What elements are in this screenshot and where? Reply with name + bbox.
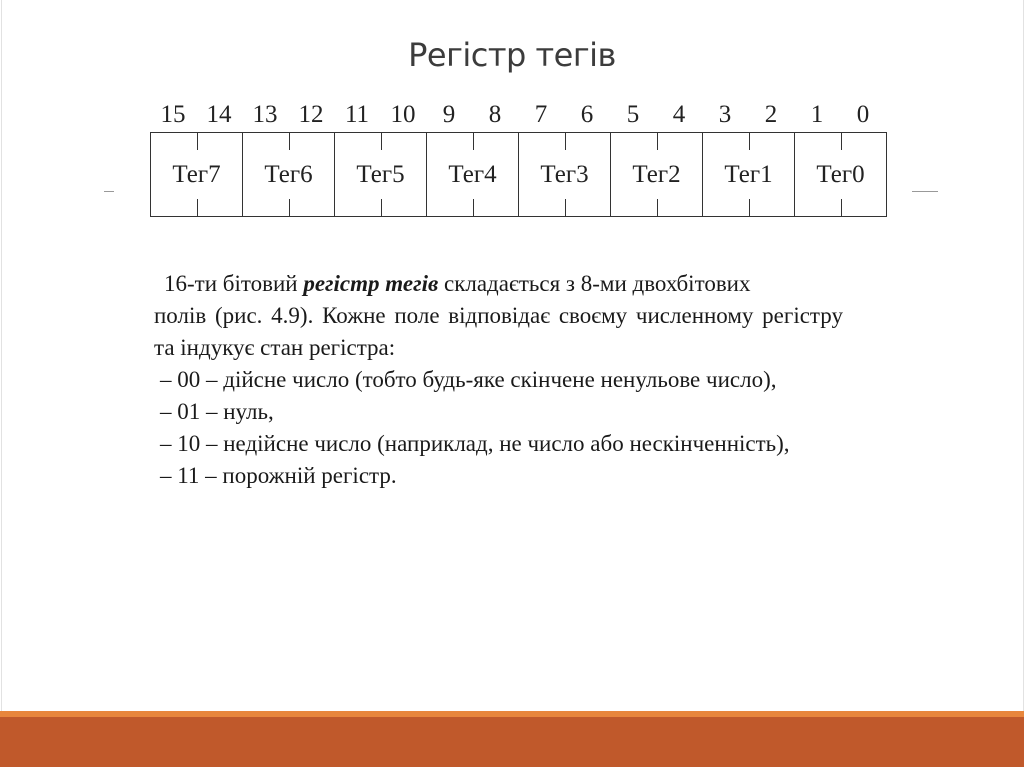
bit-divider xyxy=(381,199,382,216)
tag-field-label: Тег6 xyxy=(264,160,313,188)
bit-number: 3 xyxy=(718,101,732,128)
tag-field xyxy=(519,133,611,216)
list-item: – 00 – дійсне число (тобто будь-яке скінчене ненульове число), xyxy=(160,367,777,392)
bit-number: 7 xyxy=(534,101,548,128)
paragraph-line-2: полів (рис. 4.9). Кожне поле відповідає своєму численному регістру xyxy=(154,303,843,328)
paragraph-text xyxy=(164,268,751,300)
tag-field xyxy=(611,133,703,216)
slide-title: Регістр тегів xyxy=(408,36,616,74)
list-item: – 11 – порожній регістр. xyxy=(160,463,397,488)
bit-divider xyxy=(289,199,290,216)
paragraph-line-1 xyxy=(157,268,952,300)
bit-number: 10 xyxy=(390,101,416,128)
tag-field-label: Тег3 xyxy=(540,160,589,188)
paragraph-text-suffix: складається з 8-ми двохбітових xyxy=(438,271,751,296)
bit-number-row xyxy=(150,101,887,131)
bit-divider xyxy=(749,133,750,150)
left-border-line xyxy=(1,0,2,712)
tag-field-label: Тег4 xyxy=(448,160,497,188)
bit-divider xyxy=(657,133,658,150)
bit-number: 14 xyxy=(206,101,232,128)
bit-divider xyxy=(657,199,658,216)
bit-number: 15 xyxy=(160,101,186,128)
bit-number: 13 xyxy=(252,101,278,128)
bit-divider xyxy=(381,133,382,150)
bit-divider xyxy=(473,199,474,216)
tag-field xyxy=(243,133,335,216)
bit-divider xyxy=(197,199,198,216)
tag-register-diagram xyxy=(150,132,887,217)
right-dash xyxy=(912,191,938,192)
bit-number: 4 xyxy=(672,101,686,128)
bit-number: 5 xyxy=(626,101,640,128)
bit-divider xyxy=(565,133,566,150)
bit-divider xyxy=(197,133,198,150)
tag-field xyxy=(703,133,795,216)
bit-number: 11 xyxy=(344,101,370,128)
tag-field-label: Тег7 xyxy=(172,160,221,188)
tag-field xyxy=(151,133,243,216)
bit-divider xyxy=(289,133,290,150)
tag-field-label: Тег0 xyxy=(816,160,865,188)
emphasized-term: регістр тегів xyxy=(303,271,439,296)
footer-accent-bar xyxy=(0,717,1024,767)
paragraph-line-3: та індукує стан регістра: xyxy=(154,335,396,360)
bit-divider xyxy=(841,133,842,150)
bit-number: 2 xyxy=(764,101,778,128)
bit-divider xyxy=(749,199,750,216)
bit-number: 9 xyxy=(442,101,456,128)
description-text xyxy=(154,268,952,492)
bit-divider xyxy=(841,199,842,216)
tag-field xyxy=(427,133,519,216)
bit-divider xyxy=(473,133,474,150)
bit-number: 12 xyxy=(298,101,324,128)
left-dash xyxy=(104,191,114,192)
bit-number: 6 xyxy=(580,101,594,128)
tag-field-label: Тег1 xyxy=(724,160,773,188)
bit-number: 0 xyxy=(856,101,870,128)
tag-field-label: Тег5 xyxy=(356,160,405,188)
list-item: – 10 – недійсне число (наприклад, не число або нескінченність), xyxy=(160,431,790,456)
bit-number: 8 xyxy=(488,101,502,128)
paragraph-text-prefix: 16-ти бітовий xyxy=(164,271,304,296)
tag-field-label: Тег2 xyxy=(632,160,681,188)
list-item: – 01 – нуль, xyxy=(160,399,274,424)
tag-field xyxy=(335,133,427,216)
bit-number: 1 xyxy=(810,101,824,128)
bit-divider xyxy=(565,199,566,216)
tag-field xyxy=(795,133,886,216)
